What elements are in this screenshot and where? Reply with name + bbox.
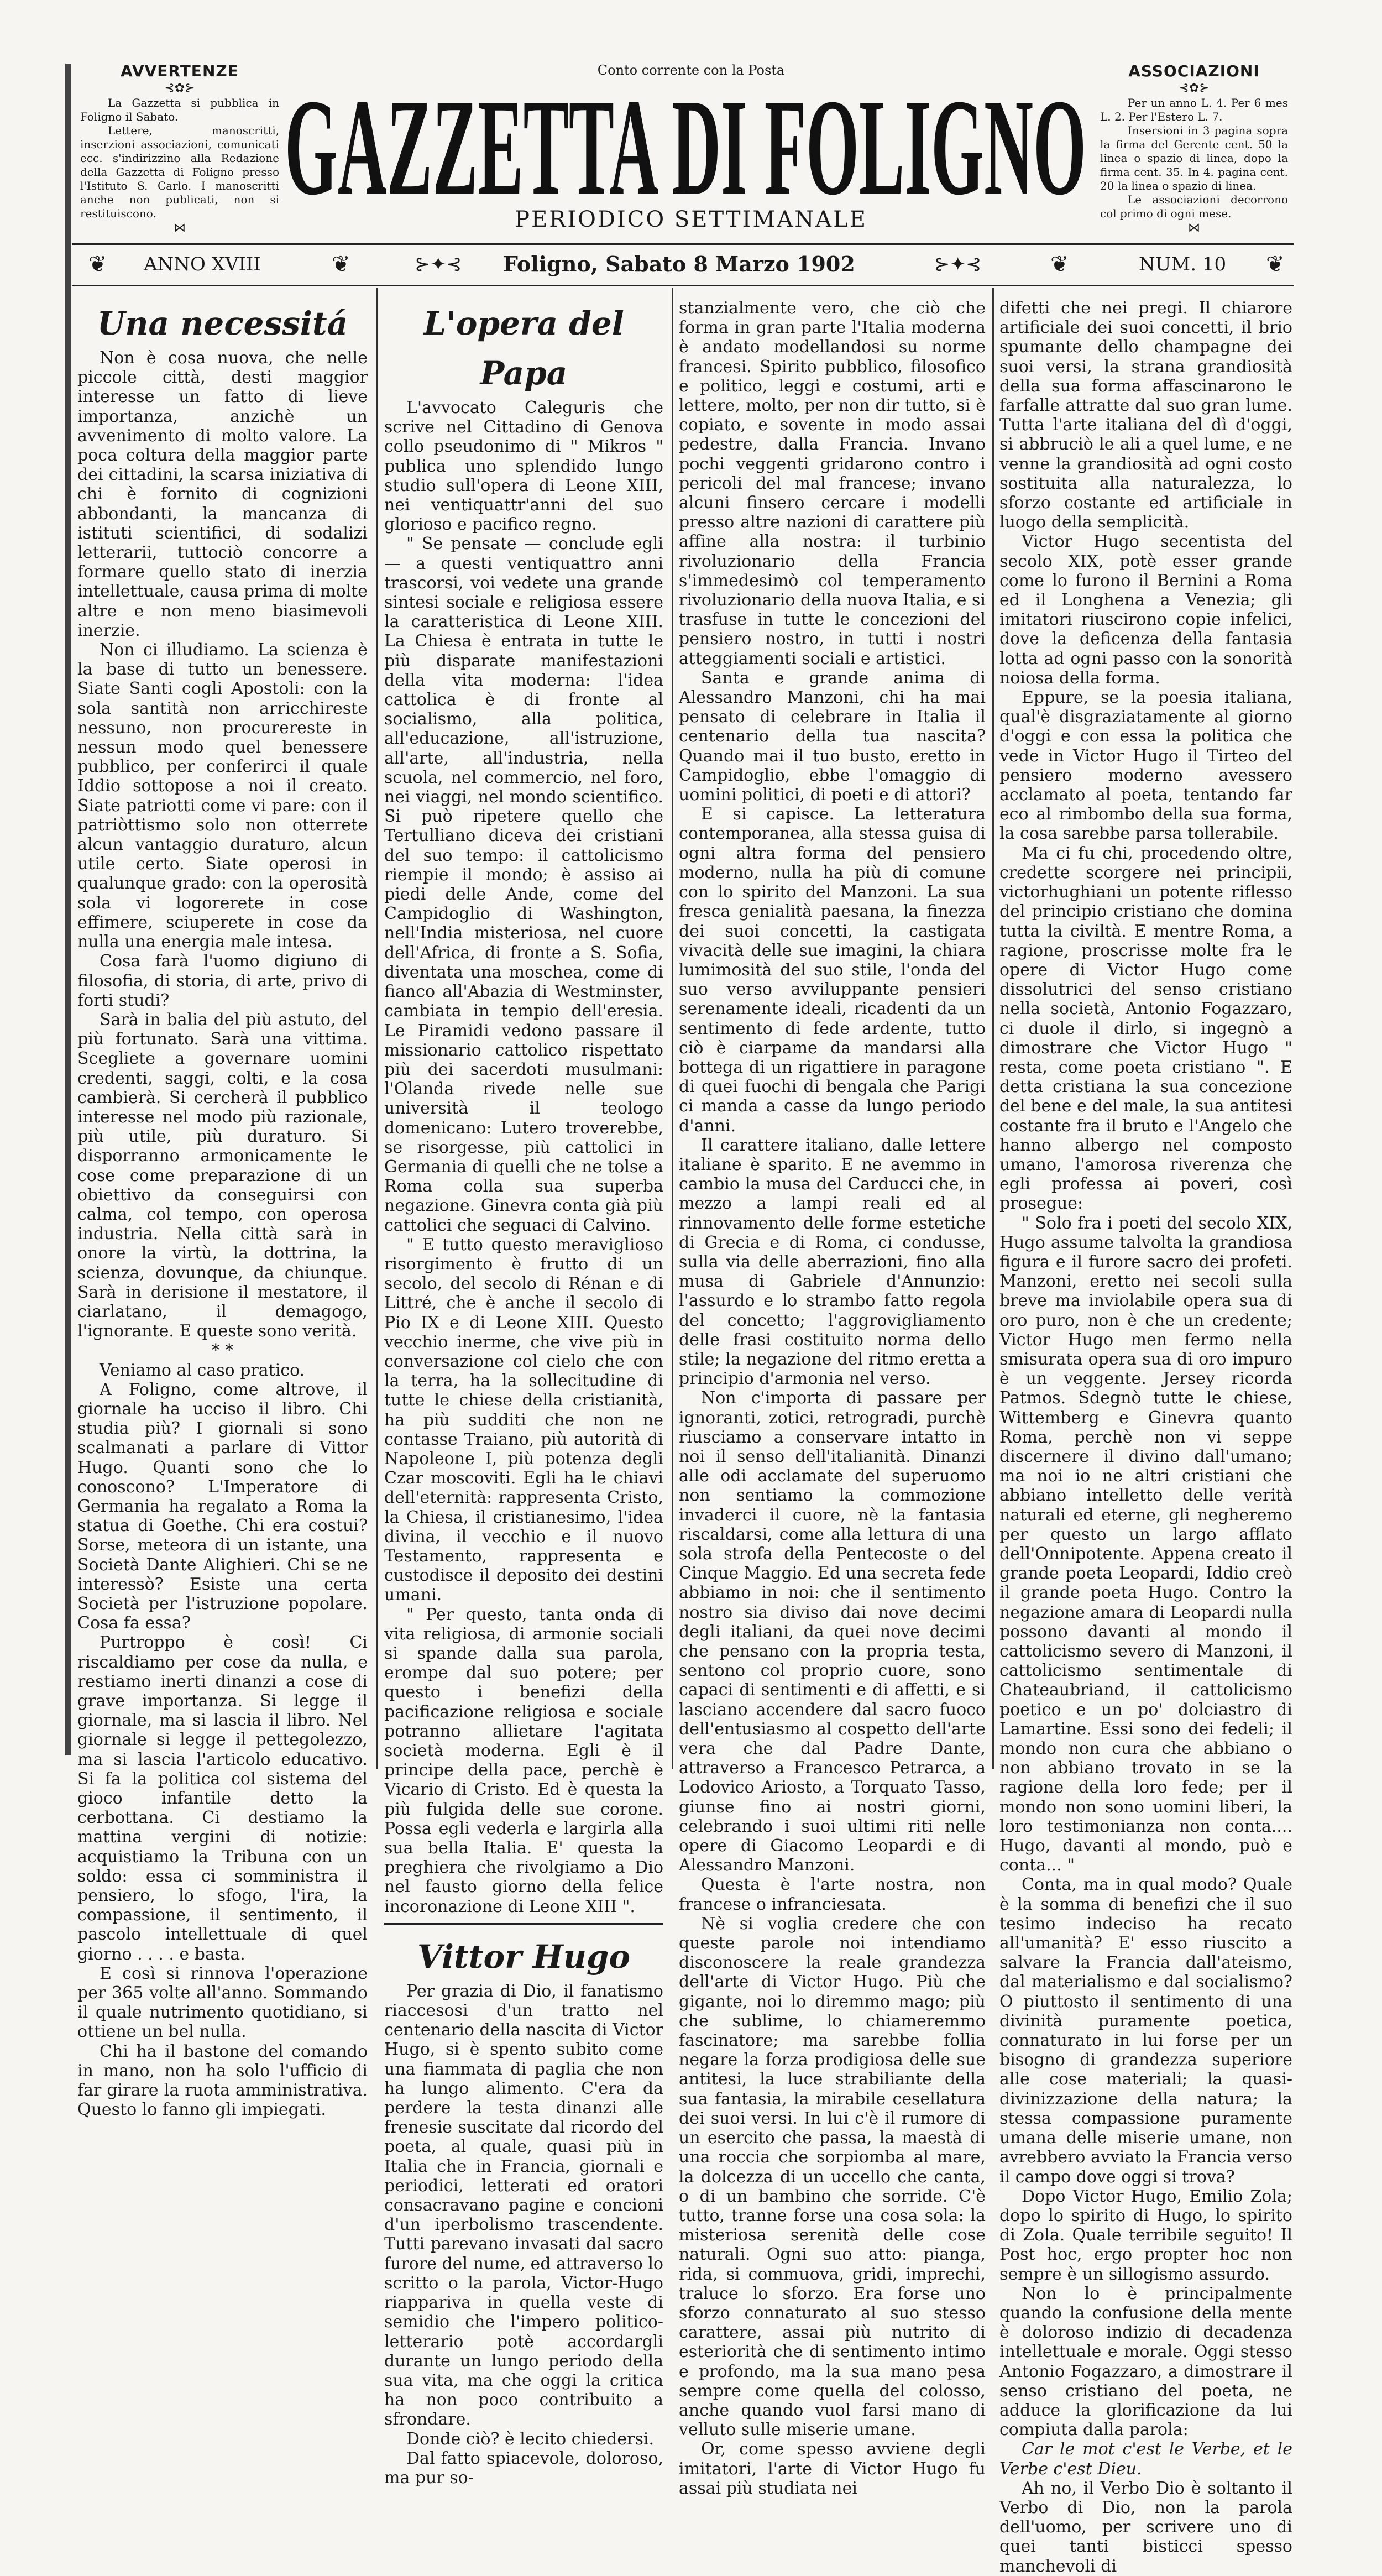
article-title: L'opera del Papa [423,305,624,392]
paragraph: E si capisce. La letteratura contemporanea, alla stessa guisa di ogni altra forma del pensiero moderno, nulla ha più di comune con lo spirito del Manzoni. La sua fresca genialità paesana, la finezza dei suoi concetti, la castigata vivacità delle sue imagini, la chiara lumimosità del suo stile, l'onda del suo verso avviluppante pensieri serenamente ideali, ricadenti da un sentimento di fede ardente, tutto ciò è ciarpame da mandarsi alla bottega di un rigattiere in paragone di quei fuochi di bengala che Parigi ci manda a casse da lungo periodo d'anni. [679,804,986,1136]
issue-number: NUM. 10 [1139,253,1227,275]
column-rule [672,288,673,1769]
section-rule [384,1923,663,1925]
header-rule [72,285,1294,286]
article-title: Vittor Hugo [417,1937,631,1976]
quote: Car le mot c'est le Verbe, et le Verbe c'est Dieu. [999,2439,1292,2479]
paragraph: " Per questo, tanta onda di vita religiosa, di armonie sociali si spande dalla sua parola, erompe dal suo potere; per questo i benefizi della pacificazione religiosa e sociale potranno allietare l'agitata società moderna. Egli è il principe della pace, perchè è Vicario di Cristo. Ed è questa la più fulgida delle sue corone. Possa egli vederla e largirla alla sua bella Italia. E' questa la preghiera che rivolgiamo a Dio nel fausto giorno della felice incoronazione di Leone XIII ". [384,1605,663,1916]
paragraph: A Foligno, come altrove, il giornale ha ucciso il libro. Chi studia più? I giornali si sono scalmanati a parlare di Vittor Hugo. Quanti sono che lo conoscono? L'Imperatore di Germania ha regalato a Roma la statua di Goethe. Chi era costui? Sorse, meteora di un istante, una Società Dante Alighieri. Chi se ne interessò? Esiste una certa Società per l'istruzione popolare. Cosa fa essa? [77,1380,368,1633]
paragraph: Ma ci fu chi, procedendo oltre, credette scorgere nei principii, victorhughiani un potente riflesso del principio cristiano che domina tutta la civiltà. E mentre Roma, a ragione, proscrisse molte fra le opere di Victor Hugo come dissolutrici del senso cristiano nella società, Antonio Fogazzaro, ci duole il dirlo, si ingegnò a dimostrare che Victor Hugo " resta, come poeta cristiano ". E detta cristiana la sua concezione del bene e del male, la sua antitesi costante fra il bruto e l'Angelo che hanno albergo nel composto umano, l'amorosa riverenza che egli professa ai poveri, così prosegue: [999,843,1292,1214]
paragraph: Eppure, se la poesia italiana, qual'è disgraziatamente al giorno d'oggi e con essa la politica che vede in Victor Hugo il Tirteo del pensiero moderno avessero acclamato al poeta, tentando far eco al rimbombo della sua forma, la cosa sarebbe parsa tollerabile. [999,688,1292,844]
article-una-necessita [77,299,368,2119]
paragraph: E così si rinnova l'operazione per 365 volte all'anno. Sommando il quale nutrimento quotidiano, si ottiene un bel nulla. [77,1963,368,2042]
article-vittor-hugo-cont-2 [999,299,1292,2576]
paragraph: " Solo fra i poeti del secolo XIX, Hugo assume talvolta la grandiosa figura e il furore sacro dei profeti. Manzoni, eretto nei secoli sulla breve ma inviolabile opera sua di oro puro, non è che un credente; Victor Hugo men fermo nella smisurata opera sua di oro impuro è un veggente. Jersey ricorda Patmos. Sdegnò tutte le chiese, Wittemberg e Ginevra quanto Roma, perchè non vi seppe discernere il divino dall'umano; ma noi io ne altri cristiani che abbiano intelletto delle verità naturali ed eterne, gli negheremo per questo un largo afflato dell'Onnipotente. Appena creato il grande poeta Leopardi, Iddio creò il grande poeta Hugo. Contro la negazione amara di Leopardi nulla possono davanti al mondo il cattolicismo severo di Manzoni, il cattolicismo sentimentale di Chateaubriand, il cattolicismo poetico e un po' dolciastro di Lamartine. Essi sono dei fedeli; il mondo non cura che abbiano o non abbiano trovato in se la ragione della loro fede; per il mondo non sono uomini liberi, la loro testimonianza non conta.... Hugo, davanti al mondo, può e conta... " [999,1213,1292,1875]
paragraph: " Se pensate — conclude egli — a questi ventiquattro anni trascorsi, voi vedete una grande sintesi sociale e religiosa essere la caratteristica di Leone XIII. La Chiesa è entrata in tutte le più disparate manifestazioni della vita moderna: l'idea cattolica è di fronte al socialismo, alla politica, all'educazione, all'istruzione, all'arte, all'industria, nella scuola, nel commercio, nel foro, nei viaggi, nel mondo scientifico. Si può ripetere quello che Tertulliano diceva dei cristiani del suo tempo: il cattolicismo riempie il mondo; è assiso ai piedi delle Ande, come del Campidoglio di Washington, nell'India misteriosa, nel cuore dell'Africa, di fronte a S. Sofia, diventata una moschea, come di fianco all'Abazia di Westminster, cambiata in tempio dell'eresia. Le Piramidi vedono passare il missionario cattolico rispettato più dei sacerdoti musulmani: l'Olanda rivede nelle sue università il teologo domenicano: Lutero troverebbe, se risorgesse, più cattolici in Germania di quelli che ne tolse a Roma colla sua superba negazione. Ginevra conta già più cattolici che seguaci di Calvino. [384,534,663,1235]
associazioni-text: Per un anno L. 4. Per 6 mes L. 2. Per l'Estero L. 7. [1100,96,1288,123]
newspaper-title [285,83,1086,202]
ornament-icon: ⊰✿⊱ [164,81,195,95]
associazioni-heading: ASSOCIAZIONI [1128,62,1260,80]
paragraph: stanzialmente vero, che ciò che forma in gran parte l'Italia moderna è andato modellandosi su norme francesi. Spirito pubblico, filosofico e politico, leggi e costumi, arti e lettere, molto, per non dir tutto, si è copiato, e sovente in modo assai pedestre, dalla Francia. Invano pochi veggenti gridarono contro i pericoli del mal francese; invano alcuni finsero cercare i modelli presso altre nazioni di carattere più affine alla nostra: il turbinio rivoluzionario della Francia s'immedesimò col temperamento rivoluzionario della nuova Italia, e si trasfuse in tutte le concezioni del pensiero nostro, in tutti i nostri atteggiamenti sociali e artistici. [679,299,986,668]
paragraph: Per grazia di Dio, il fanatismo riaccesosi d'un tratto nel centenario della nascita di Victor Hugo, si è spento subito come una fiammata di paglia che non ha lungo alimento. C'era da perdere la testa dinanzi alle frenesie suscitate dal ricordo del poeta, al quale, quasi più in Italia che in Francia, giornali e periodici, letterati ed oratori consacravano pagine e concioni d'un iperbolismo trascendente. Tutti parevano invasati dal sacro furore del nume, ed attraverso lo scritto o la parola, Victor-Hugo riappariva in quella veste di semidio che l'impero politico-letterario potè accordargli durante un lungo periodo della sua vita, ma che oggi la critica ha non poco contribuito a sfrondare. [384,1981,663,2429]
paragraph: Purtroppo è così! Ci riscaldiamo per cose da nulla, e restiamo inerti dinanzi a cose di grave importanza. Si legge il giornale, ma si lascia il libro. Nel giornale si legge il pettegolezzo, ma si lascia l'articolo educativo. Si fa la politica col sistema del gioco infantile detto la cerbottana. Ci destiamo la mattina vergini di notizie: acquistiamo la Tribuna con un soldo: essa ci somministra il pensiero, lo sfogo, l'ira, la compassione, il sentimento, il pascolo intellettuale di quel giorno . . . . e basta. [77,1633,368,1964]
ornament-icon: ❦ [1050,252,1069,277]
newspaper-subtitle: PERIODICO SETTIMANALE [515,207,867,232]
paragraph: Veniamo al caso pratico. [100,1360,305,1380]
newspaper-title-text: GAZZETTA DI FOLIGNO [285,83,1086,202]
avvertenze-text: La Gazzetta si pubblica in Foligno il Sabato. [80,96,279,123]
paragraph: Dal fatto spiacevole, doloroso, ma pur so- [384,2448,663,2488]
paragraph: Or, come spesso avviene degli imitatori, l'arte di Victor Hugo fu assai più studiata nei [679,2439,986,2498]
ornament-icon: ❦ [1266,252,1285,277]
paragraph: difetti che nei pregi. Il chiarore artificiale dei suoi concetti, il brio spumante dello champagne dei suoi versi, la strana grandiosità della sua forma affascinarono le farfalle attratte dal suo gran lume. Tutta l'arte italiana del dì d'oggi, si abbruciò le ali a quel lume, e ne venne la grandiosità ad ogni costo sostituita alla naturalezza, lo sforzo costante ed artificiale in luogo della semplicità. [999,299,1292,532]
paragraph: Cosa farà l'uomo digiuno di filosofia, di storia, di arte, privo di forti studi? [77,952,368,1010]
paragraph: Victor Hugo secentista del secolo XIX, potè esser grande come lo furono il Bernini a Roma ed il Longhena a Venezia; gli imitatori riuscirono copie infelici, dove la deficenza della fantasia lotta ad ogni passo con la sonorità noiosa della forma. [999,532,1292,688]
ornament-icon: ⊰✿⊱ [1179,81,1210,95]
date-bar [72,248,1294,281]
paragraph: Dopo Victor Hugo, Emilio Zola; dopo lo spirito di Hugo, lo spirito di Zola. Quale terribile seguito! Il Post hoc, ergo propter hoc non sempre è un sillogismo assurdo. [999,2186,1292,2284]
associazioni-text: Insersioni in 3 pagina sopra la firma del Gerente cent. 50 la linea o spazio di linea, dopo la firma cent. 35. In 4. pagina cent. 20 la linea o spazio di linea. [1100,124,1288,192]
avvertenze-text: Lettere, manoscritti, inserzioni associazioni, comunicati ecc. s'indirizzino alla Redazione della Gazzetta di Foligno presso l'Istituto S. Carlo. I manoscritti anche non publicati, non si restituiscono. [80,124,279,220]
ornament-icon: ⊱✦⊰ [415,253,462,275]
paragraph: Ah no, il Verbo Dio è soltanto il Verbo di Dio, non la parola dell'uomo, per scrivere uno di quei tanti bisticci spesso manchevoli di [999,2478,1292,2576]
ornament-icon: ⋈ [1188,221,1200,235]
ornament-icon: ❦ [88,252,107,277]
asterism: * * [211,1341,234,1361]
avvertenze-heading: AVVERTENZE [121,62,239,80]
avvertenze-box [80,62,279,236]
article-title: Una necessitá [97,305,348,342]
paragraph: " E tutto questo meraviglioso risorgimento è frutto di un secolo, del secolo di Rénan e di Littré, che è anche il secolo di Pio IX e di Leone XIII. Questo vecchio inerme, che vive più in conversazione col cielo che con la terra, ha la sollecitudine di tutte le chiese della cristianità, ha più sudditi che non ne contasse Traiano, più autorità di Napoleone I, più potenza degli Czar moscoviti. Egli ha le chiavi dell'eternità: rappresenta Cristo, la Chiesa, il cristianesimo, l'idea divina, il vecchio e il nuovo Testamento, rappresenta e custodisce il deposito dei destini umani. [384,1235,663,1605]
paragraph: Chi ha il bastone del comando in mano, non ha solo l'ufficio di far girare la ruota amministrativa. Questo lo fanno gli impiegati. [77,2041,368,2120]
dateline: Foligno, Sabato 8 Marzo 1902 [503,252,855,276]
paragraph: Non ci illudiamo. La scienza è la base di tutto un benessere. Siate Santi cogli Apostoli: con la sola santità non arricchireste nessuno, non procurereste in nessun modo quel benessere pubblico, per conferirci il quale Iddio sottopose a noi il creato. Siate patriotti come vi pare: con il patriòttismo solo non otterrete alcun vantaggio duraturo, alcun utile certo. Siate operosi in qualunque grado: con la operosità sola vi logorerete in cose effimere, sciuperete in cose da nulla una energia male intesa. [77,640,368,952]
ornament-icon: ❦ [332,252,350,277]
article-vittor-hugo-cont [679,299,986,2498]
paragraph: Non c'importa di passare per ignoranti, zotici, retrogradi, purchè riusciamo a conservare intatto in noi il senso dell'italianità. Dinanzi alle odi acclamate del superuomo non sentiamo la commozione invaderci il cuore, nè la fantasia riscaldarsi, come alla lettura di una sola strofa della Pentecoste o del Cinque Maggio. Ed una secreta fede abbiamo in noi: che il sentimento nostro sia diviso dai nove decimi degli italiani, da quei nove decimi che pensano con la propria testa, sentono col proprio cuore, sono capaci di sentimenti e di affetti, e si lasciano accendere dal sacro fuoco dell'entusiasmo al cospetto dell'arte vera che dal Padre Dante, attraverso a Francesco Petrarca, a Lodovico Ariosto, a Torquato Tasso, giunse fino ai nostri giorni, celebrando i suoi ultimi riti nelle opere di Giacomo Leopardi e di Alessandro Manzoni. [679,1388,986,1875]
paragraph: Il carattere italiano, dalle lettere italiane è sparito. E ne avemmo in cambio la musa del Carducci che, in mezzo a lampi reali ed al rinnovamento delle forme estetiche di Grecia e di Roma, ci condusse, sulla via delle aberrazioni, fino alla musa di Gabriele d'Annunzio: l'assurdo e lo strambo fatto regola del concetto; l'aggrovigliamento delle frasi costituito norma dello stile; la negazione del ritmo eretta a principio d'armonia nel verso. [679,1135,986,1389]
paragraph: Conta, ma in qual modo? Quale è la somma di benefizi che il suo tesimo indeciso ha recato all'umanità? E' esso riuscito a salvare la Francia dall'ateismo, dal materialismo e dal socialismo? O piuttosto il sentimento di una divinità puramente poetica, connaturato in lui forse per un bisogno di grandezza superiore alle cose materiali; la quasi-divinizzazione della natura; la stessa compassione puramente umana delle miserie umane, non avrebbero avviato la Francia verso il campo dove oggi si trova? [999,1875,1292,2187]
paragraph: Santa e grande anima di Alessandro Manzoni, chi ha mai pensato di celebrare in Italia il centenario della tua nascita? Quando mai il tuo busto, eretto in Campidoglio, ebbe l'omaggio di uomini politici, di poeti e di attori? [679,668,986,805]
header-rule [72,243,1294,245]
column-rule [376,288,378,1769]
paragraph: Sarà in balia del più astuto, del più fortunato. Sarà una vittima. Scegliete a governare uomini credenti, saggi, colti, e la cosa cambierà. Si cercherà il pubblico interesse nel modo più razionale, più utile, più duraturo. Si disporranno armonicamente le cose come preparazione di un obiettivo da conseguirsi con calma, col tempo, con operosa industria. Nella città sarà in onore la virtù, la dottrina, la scienza, dovunque, da chiunque. Sarà in derisione il mestatore, il ciarlatano, il demagogo, l'ignorante. E queste sono verità. [77,1010,368,1341]
associazioni-text: Le associazioni decorrono col primo di ogni mese. [1100,193,1288,220]
conto-corrente: Conto corrente con la Posta [597,62,785,78]
page-edge-shadow [65,64,71,1755]
paragraph: Non è cosa nuova, che nelle piccole città, desti maggior interesse un fatto di lieve importanza, anzichè un avvenimento di molto valore. La poca coltura della maggior parte dei cittadini, la scarsa iniziativa di chi è fornito di cognizioni abbondanti, la mancanza di istituti scientifici, di sodalizi letterarii, tuttociò concorre a formare quello stato di inerzia intellettuale, causa prima di molte altre e non meno biasimevoli inerzie. [77,348,368,640]
article-opera-del-papa [384,299,663,2488]
column-rule [992,288,994,1769]
paragraph: Questa è l'arte nostra, non francese o infranciesata. [679,1875,986,1914]
paragraph: Donde ciò? è lecito chiedersi. [406,2429,654,2449]
ornament-icon: ⊱✦⊰ [934,253,982,275]
anno: ANNO XVIII [144,253,261,275]
associazioni-box [1100,62,1288,236]
paragraph: Non lo è principalmente quando la confusione della mente è doloroso indizio di decadenza intellettuale e morale. Oggi stesso Antonio Fogazzaro, a dimostrare il senso cristiano del poeta, ne adduce la glorificazione da lui compiuta dalla parola: [999,2284,1292,2440]
paragraph: L'avvocato Caleguris che scrive nel Cittadino di Genova collo pseudonimo di " Mikros " publica uno splendido lungo studio sull'opera di Leone XIII, nei ventiquattr'anni del suo glorioso e pacifico regno. [384,398,663,535]
paragraph: Nè si voglia credere che con queste parole noi intendiamo disconoscere la reale grandezza dell'arte di Victor Hugo. Più che gigante, noi lo diremmo mago; più che sublime, lo chiameremmo fascinatore; ma sarebbe follia negare la forza prodigiosa delle sue antitesi, la luce strabiliante della sua fantasia, la mirabile cesellatura dei suoi versi. In lui c'è il rumore di un esercito che passa, la maestà di una roccia che sorpiomba al mare, la dolcezza di un uccello che canta, o di un bambino che sorride. C'è tutto, tranne forse una cosa sola: la misteriosa serenità delle cose naturali. Ogni suo atto: pianga, rida, si commuova, gridi, imprechi, traluce lo sforzo. Era forse uno sforzo connaturato al suo stesso carattere, assai più nutrito di esteriorità che di sentimento intimo e profondo, ma la sua mano pesa sempre come quella del colosso, anche quando vuol farsi mano di velluto sulle miserie umane. [679,1914,986,2440]
ornament-icon: ⋈ [174,221,186,235]
